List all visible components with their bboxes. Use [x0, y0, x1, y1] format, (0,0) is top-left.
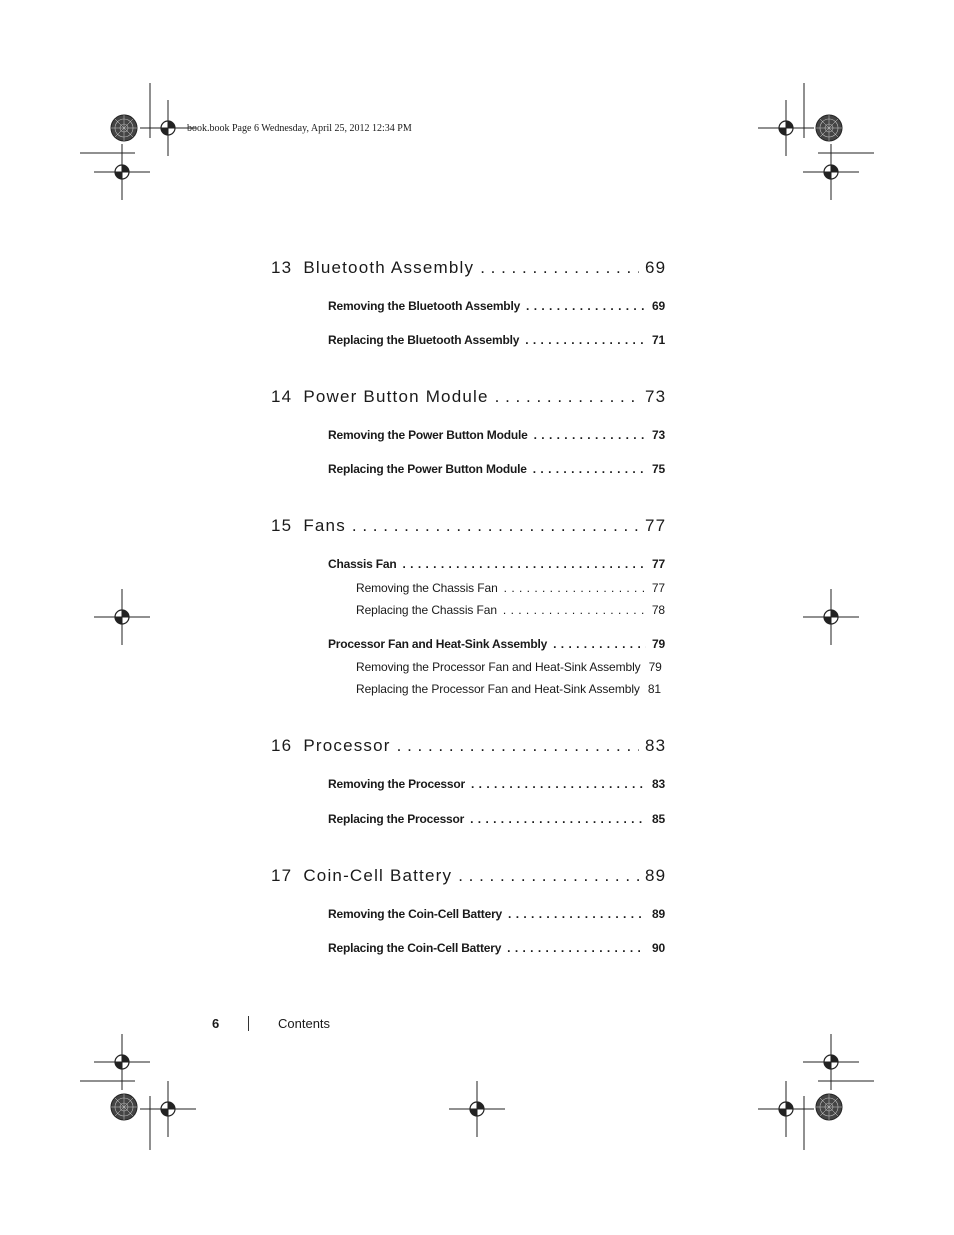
chapter-number: 17	[271, 866, 293, 885]
toc-chapter-16[interactable]	[271, 736, 667, 756]
chapter-page: 83	[645, 736, 667, 755]
entry-title: Removing the Coin-Cell Battery	[328, 907, 503, 921]
entry-title: Replacing the Chassis Fan	[356, 603, 497, 617]
crosshair-mark-bottom-center	[449, 1081, 505, 1137]
entry-page: 77	[652, 557, 665, 571]
toc-chapter-14[interactable]	[271, 387, 667, 407]
chapter-page: 77	[645, 516, 667, 535]
entry-page: 71	[652, 333, 665, 347]
entry-title: Removing the Processor Fan and Heat-Sink Assembly	[356, 660, 641, 674]
starburst-mark-top-right	[816, 115, 842, 141]
entry-page: 77	[651, 581, 665, 595]
toc-entry[interactable]	[328, 777, 665, 791]
dot-leader	[352, 516, 639, 536]
toc-subentry[interactable]	[356, 581, 665, 595]
toc-entry[interactable]	[328, 557, 665, 571]
toc-entry[interactable]	[328, 428, 665, 442]
toc-subentry[interactable]	[356, 682, 678, 696]
dot-leader	[480, 258, 639, 278]
entry-page: 79	[652, 637, 665, 651]
crosshair-mark-right-middle	[803, 589, 859, 645]
print-header: book.book Page 6 Wednesday, April 25, 2012 12:34 PM	[187, 123, 412, 134]
dot-leader	[526, 299, 646, 313]
toc-entry[interactable]	[328, 462, 665, 476]
entry-title: Removing the Chassis Fan	[356, 581, 498, 595]
dot-leader	[504, 581, 646, 595]
crosshair-mark-right-upper	[803, 144, 859, 200]
dot-leader	[533, 462, 646, 476]
toc-entry[interactable]	[328, 637, 665, 651]
entry-title: Replacing the Processor	[328, 812, 465, 826]
entry-title: Chassis Fan	[328, 557, 397, 571]
dot-leader	[397, 736, 639, 756]
crosshair-mark-left-upper	[94, 144, 150, 200]
dot-leader	[471, 777, 646, 791]
entry-title: Removing the Bluetooth Assembly	[328, 299, 521, 313]
chapter-page: 89	[645, 866, 667, 885]
entry-page: 73	[652, 428, 665, 442]
footer-divider	[248, 1016, 249, 1031]
toc-chapter-17[interactable]	[271, 866, 667, 886]
toc-entry[interactable]	[328, 812, 665, 826]
crosshair-mark-bottom-right	[758, 1081, 814, 1137]
toc-subentry[interactable]	[356, 660, 678, 674]
entry-page: 90	[652, 941, 665, 955]
dot-leader	[458, 866, 639, 886]
chapter-title: Coin-Cell Battery	[303, 866, 453, 885]
chapter-page: 69	[645, 258, 667, 277]
chapter-title: Power Button Module	[303, 387, 489, 406]
crosshair-mark-left-lower	[94, 1034, 150, 1090]
dot-leader	[495, 387, 639, 407]
starburst-mark-top-left	[111, 115, 137, 141]
crosshair-mark-left-middle	[94, 589, 150, 645]
entry-title: Processor Fan and Heat-Sink Assembly	[328, 637, 548, 651]
starburst-mark-bottom-left	[111, 1094, 137, 1120]
chapter-title: Processor	[303, 736, 391, 755]
dot-leader	[508, 907, 646, 921]
toc-entry[interactable]	[328, 333, 665, 347]
page-number: 6	[212, 1016, 220, 1031]
toc-entry[interactable]	[328, 941, 665, 955]
dot-leader	[553, 637, 646, 651]
chapter-number: 14	[271, 387, 293, 406]
dot-leader	[470, 812, 646, 826]
entry-title: Replacing the Coin-Cell Battery	[328, 941, 502, 955]
entry-title: Removing the Processor	[328, 777, 465, 791]
toc-subentry[interactable]	[356, 603, 665, 617]
dot-leader	[525, 333, 646, 347]
crosshair-mark-top-right	[758, 100, 814, 156]
entry-title: Replacing the Power Button Module	[328, 462, 527, 476]
chapter-number: 13	[271, 258, 293, 277]
entry-page: 85	[652, 812, 665, 826]
chapter-page: 73	[645, 387, 667, 406]
chapter-title: Bluetooth Assembly	[303, 258, 475, 277]
dot-leader	[534, 428, 646, 442]
crosshair-mark-bottom-left	[140, 1081, 196, 1137]
footer-section-label: Contents	[278, 1016, 331, 1031]
entry-page: 78	[651, 603, 665, 617]
entry-page: 83	[652, 777, 665, 791]
toc-entry[interactable]	[328, 907, 665, 921]
dot-leader	[403, 557, 647, 571]
toc-chapter-15[interactable]	[271, 516, 667, 536]
entry-title: Replacing the Bluetooth Assembly	[328, 333, 520, 347]
entry-title: Removing the Power Button Module	[328, 428, 528, 442]
chapter-number: 16	[271, 736, 293, 755]
chapter-title: Fans	[303, 516, 346, 535]
entry-page: 75	[652, 462, 665, 476]
entry-page: 89	[652, 907, 665, 921]
entry-title: Replacing the Processor Fan and Heat-Sink Assembly	[356, 682, 640, 696]
toc-chapter-13[interactable]	[271, 258, 667, 278]
chapter-number: 15	[271, 516, 293, 535]
dot-leader	[503, 603, 646, 617]
starburst-mark-bottom-right	[816, 1094, 842, 1120]
toc-entry[interactable]	[328, 299, 665, 313]
dot-leader	[507, 941, 646, 955]
crosshair-mark-right-lower	[803, 1034, 859, 1090]
entry-page: 69	[652, 299, 665, 313]
entry-page: 79	[648, 660, 662, 674]
entry-page: 81	[647, 682, 661, 696]
